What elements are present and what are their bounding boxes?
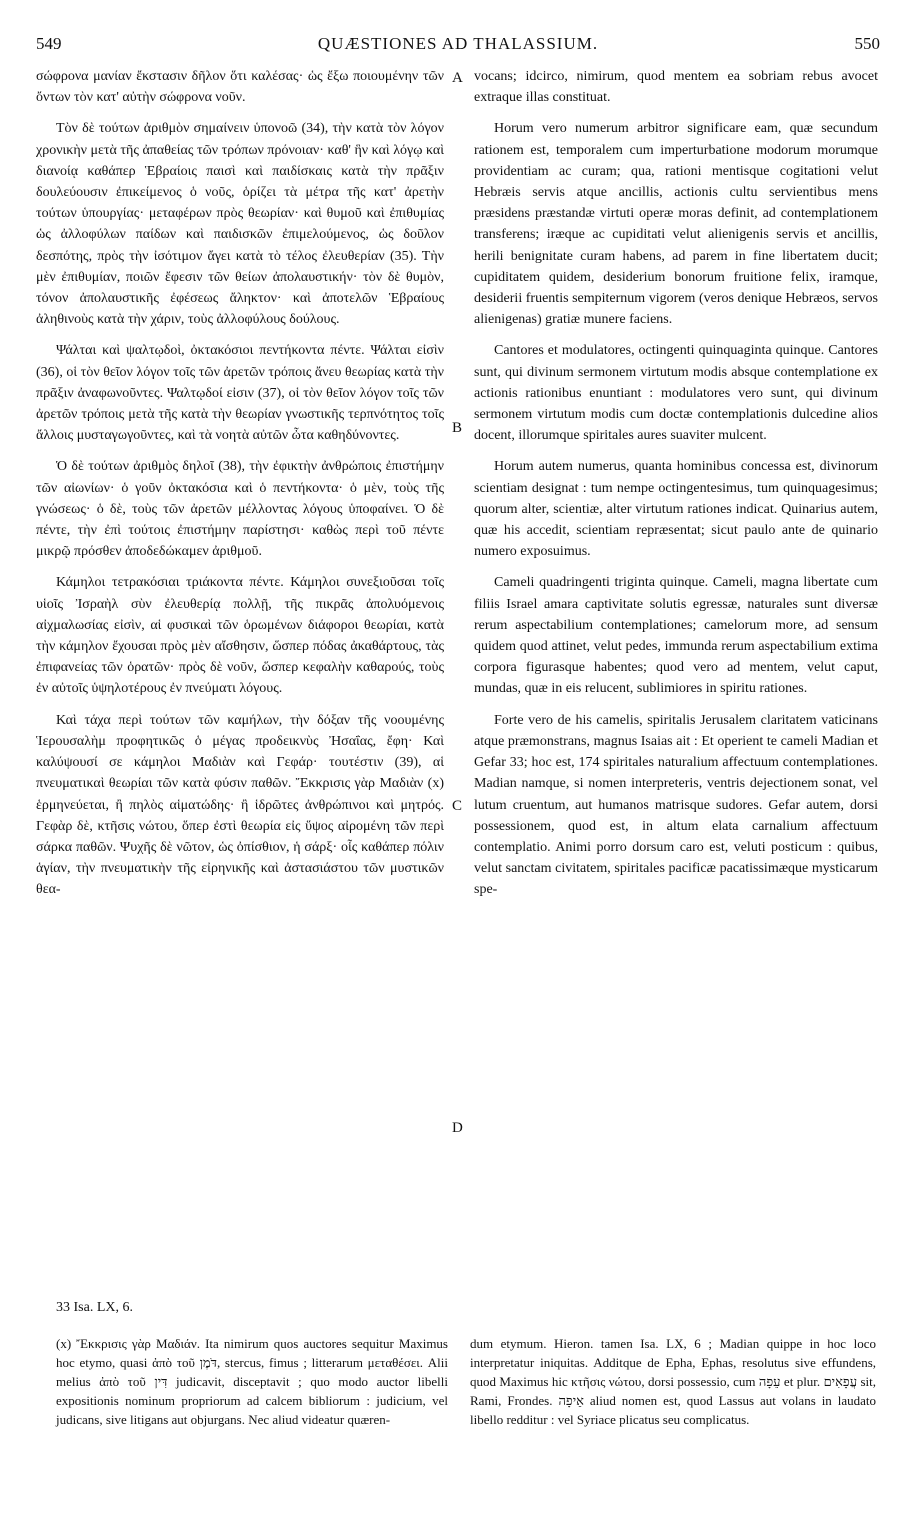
greek-paragraph: Τὸν δὲ τούτων ἀριθμὸν σημαίνειν ὑπονοῶ (34), τὴν κατὰ τὸν λόγον χρονικὴν μετὰ τῆς ἀπαθείας τῶν τρόπων πρόνοιαν· καθ' ἣν καὶ λόγῳ καὶ διανοίᾳ καθάπερ Ἑβραίοις παισὶ καὶ παιδίσκαις κατὰ τὴν πρᾶξιν δουλεύουσιν ἐπικείμενος ὁ νοῦς, ὁρίζει τὰ μέτρα τῆς κατ' ἀρετὴν τούτων ὑπουργίας· μεταφέρων πρὸς θεωρίαν· καὶ θυμοῦ καὶ ἐπιθυμίας ὡς ἀλλοφύλων παίδων καὶ παιδισκῶν ἐπιμελούμενος, ὡς δοῦλον δεσπότης, πρὸς τὴν ἰσότιμον ἄγει κατὰ τὸ τέλος ἐλευθερίαν (35). Τὴν μὲν ἐπιθυμίαν, ποιῶν ἔφεσιν τῶν θείων ἀπολαυστικήν· τὸν δὲ θυμὸν, τόνον ἀπολαυστικῆς ἐφέσεως ἄληκτον· καὶ ἀποτελῶν Ἑβραίους ἀληθινοὺς κατὰ τὴν χάριν, τοὺς ἀλλοφύλους δούλους.	[36, 121, 444, 328]
running-title: QUÆSTIONES AD THALASSIUM.	[317, 34, 599, 53]
greek-paragraph: Ὁ δὲ τούτων ἀριθμὸς δηλοῖ (38), τὴν ἐφικτὴν ἀνθρώποις ἐπιστήμην τῶν αἰωνίων· ὁ γοῦν ὀκτακόσια καὶ ὁ πεντήκοντα· ὁ μὲν, τοὺς τῆς γνώσεως· ὁ δὲ, τοὺς τῶν ἀρετῶν μέλλοντας λόγους ὑποφαίνει. Ὁ δὲ πέντε, τὴν ἐπὶ τούτοις ἐπιστήμην παρίστησι· καθὼς περὶ τοῦ πέντε μικρῷ πρόσθεν ἀποδεδώκαμεν ἀριθμοῦ.	[36, 459, 444, 560]
margin-letter-c: C	[452, 798, 463, 814]
latin-column	[474, 66, 878, 911]
greek-paragraph: Κάμηλοι τετρακόσιαι τριάκοντα πέντε. Κάμηλοι συνεξιοῦσαι τοῖς υἱοῖς Ἰσραὴλ σὺν ἐλευθερίᾳ πολλῇ, τῆς πικρᾶς ἀπολυόμενοις αἰχμαλωσίας εἰσὶν, αἱ φυσικαὶ τῶν ὁρωμένων διάφοροι θεωρίαι, κατὰ τὴν κάμηλον ἔχουσαι πρὸς μὲν αἴσθησιν, ὥσπερ πόδας ἀκαθάρτους, τὰς ἐπιφανείας τῶν ὁρατῶν· πρὸς δὲ νοῦν, ὥσπερ κεφαλὴν καθαρούς, τοὺς ἐν αὐτοῖς ὑψηλοτέρους ἐν πνεύματι λόγους.	[36, 575, 444, 697]
latin-paragraph: Horum vero numerum arbitror significare eam, quæ secundum rationem est, temporalem cum imperturbatione modorum morumque providentiam ac curam; qua, rationi mentisque cogitationi velut Hebræis servis atque ancillis, actionis cultu servientibus mens præsidens præstandæ virtuti operæ moras definit, ad contemplationem transferens; iræque ac cupiditati velut alienigenis servis et ancillis, herili benignitate curam habens, ad parem in fine libertatem ducit; cupiditatem quidem, desiderium bonorum fruitione felix, iramque, desiderii fruentis sempiternum vigorem (veros denique Hebræos, servos alienigenas) gratiæ munere faciens.	[474, 121, 878, 328]
latin-paragraph: vocans; idcirco, nimirum, quod mentem ea sobriam rebus avocet extraque illas constituat.	[474, 69, 878, 106]
margin-letter-b: B	[452, 420, 463, 436]
latin-paragraph: Cameli quadringenti triginta quinque. Cameli, magna libertate cum filiis Israel amara captivitate solutis egressæ, naturales sunt diversæ rerum aspectabilium contemplationes; camelorum more, ad sensum quidem quod attinet, velut pedes, immunda rerum aspectabilium extima corpora figurasque habentes; quod vero ad mentem, velut caput, mundas, quæ in eis relucent, sublimiores in spiritu rationes.	[474, 575, 878, 697]
page-header	[36, 34, 880, 60]
margin-letter-a: A	[452, 70, 463, 86]
scripture-reference: 33 Isa. LX, 6.	[56, 1300, 133, 1315]
latin-paragraph: Horum autem numerus, quanta hominibus concessa est, divinorum scientiam designat : tum nempe octingentesimus, tum quinquagesimus; quorum alter, scientiæ, alter virtutum rationes indicat. Quinarius autem, quæ his accedit, scientiam repræsentat; sicut paulo ante de quinario numero exposuimus.	[474, 459, 878, 560]
greek-paragraph: Ψάλται καὶ ψαλτῳδοὶ, ὀκτακόσιοι πεντήκοντα πέντε. Ψάλται εἰσὶν (36), οἱ τὸν θεῖον λόγον τοῖς τῶν ἀρετῶν τρόποις ἄνευ θεωρίας κατὰ τὴν πρᾶξιν ἀναφωνοῦντες. Ψαλτῳδοί εἰσιν (37), οἱ τὸν θεῖον λόγον τοῖς τῶν ἀρετῶν τρόποις μετὰ τῆς κατὰ τὴν θεωρίαν γνωστικῆς τερπνότητος τοῖς ἄλλοις μυσταγωγοῦντες, καὶ τὰ νοητὰ αὐτῶν ὦτα καθηδύνοντες.	[36, 343, 444, 444]
greek-column	[36, 66, 444, 911]
greek-paragraph: Καὶ τάχα περὶ τούτων τῶν καμήλων, τὴν δόξαν τῆς νοουμένης Ἱερουσαλὴμ προφητικῶς ὁ μέγας προδεικνὺς Ἠσαΐας, ἔφη· Καὶ καλύψουσί σε κάμηλοι Μαδιὰν καὶ Γεφάρ· τουτέστιν (39), αἱ πνευματικαὶ θεωρίαι τῶν κατὰ φύσιν παθῶν. Ἔκκρισις γὰρ Μαδιὰν (x) ἑρμηνεύεται, ἢ πηλὸς αἱματώδης· ἢ ἱδρῶτες ἀνθρώπινοι καὶ μητρός. Γεφὰρ δὲ, κτῆσις νώτου, ὅπερ ἐστὶ θεωρία εἰς ὕψος αἰρομένη τῶν περὶ σάρκα παθῶν. Ψυχῆς δὲ νῶτον, ὡς ὀπίσθιον, ἡ σάρξ· οἷς καθάπερ πόλιν ἁγίαν, τὴν πνευματικὴν τῆς εἰρηνικῆς καὶ ἀστασιάστου τῶν μυστικῶν θεα-	[36, 712, 444, 898]
greek-paragraph: σώφρονα μανίαν ἔκστασιν δῆλον ὅτι καλέσας· ὡς ἔξω ποιουμένην τῶν ὄντων τὸν κατ' αὐτὴν σώφρονα νοῦν.	[36, 69, 444, 106]
page-number-right: 550	[854, 34, 880, 53]
footnote-left: (x) Ἔκκρισις γὰρ Μαδιάν. Ita nimirum quos auctores sequitur Maximus hoc etymo, quasi ἀπὸ τοῦ דֹּמֶן, stercus, fimus ; litterarum μεταθέσει. Alii melius ἀπὸ τοῦ דִּין judicavit, disceptavit ; quo modo auctor libelli expositionis nominum propriorum ad calcem bibliorum : judicium, vel judicans, sive litigans aut objurgans. Nec aliud videatur quæren-	[56, 1336, 448, 1427]
page-number-left: 549	[36, 34, 62, 53]
footnote-right: dum etymum. Hieron. tamen Isa. LX, 6 ; Madian quippe in hoc loco interpretatur iniquitas. Additque de Epha, Ephas, resolutus sive effundens, quod Maximus hic κτῆσις νώτου, dorsi possessio, cum עֵפָה et plur. עֲפָאִים sit, Rami, Frondes. אֵיפָה aliud nomen est, quod Lassus aut volans in laudato libello redditur : vel Syriace plicatus seu complicatus.	[470, 1336, 877, 1427]
latin-paragraph: Cantores et modulatores, octingenti quinquaginta quinque. Cantores sunt, qui divinum sermonem virtutum modis absque contemplatione ex actionis rationibus enuntiant : modulatores vero sunt, qui divinum sermonem virtutum modis cum doctæ contemplationis dulcedine alios docent, illorumque spiritales aures suaviter mulcent.	[474, 343, 878, 444]
margin-letter-d: D	[452, 1120, 463, 1136]
latin-paragraph: Forte vero de his camelis, spiritalis Jerusalem claritatem vaticinans atque præmonstrans, magnus Isaias ait : Et operient te cameli Madian et Gefar 33; hoc est, 174 spiritales naturalium affectuum contemplationes. Madian namque, si nomen interpreteris, ventris dejectionem sonat, vel lutum cruentum, aut humanos matrisque sudores. Gefar autem, dorsi possessionem, quod est, in altum elata carnalium affectuum contemplatio. Animi porro dorsum caro est, veluti posticum : quibus, velut sanctam civitatem, spiritales pacificæ pacatissimæque mysticarum spe-	[474, 712, 878, 898]
